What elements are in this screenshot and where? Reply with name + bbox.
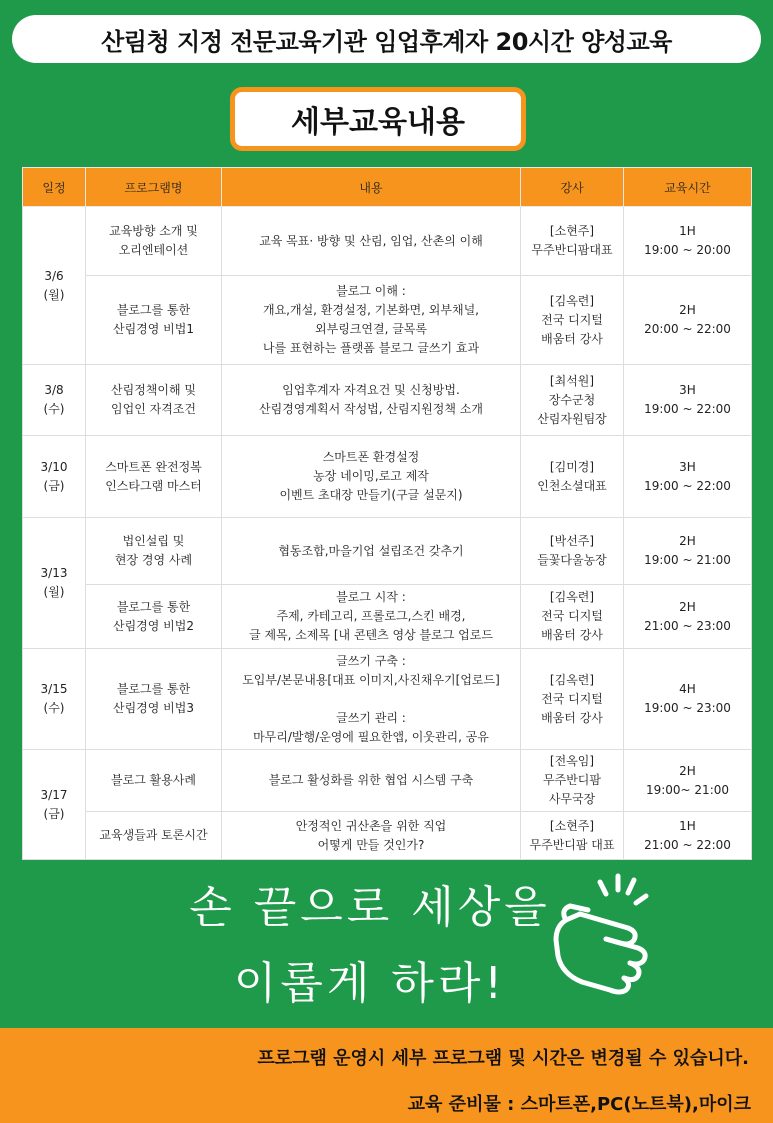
content-cell: 블로그 이해 : 개요,개설, 환경설정, 기본화면, 외부채널, 외부링크연결, 글목록 나를 표현하는 플랫폼 블로그 글쓰기 효과 [222, 276, 521, 365]
content-cell: 안정적인 귀산촌을 위한 직업 어떻게 만들 것인가? [222, 812, 521, 860]
program-cell: 블로그를 통한 산림경영 비법3 [86, 649, 222, 750]
instructor-cell: [박선주] 들꽃다울농장 [521, 518, 624, 585]
instructor-cell: [소현주] 무주반디팜대표 [521, 207, 624, 276]
table-row [23, 649, 752, 750]
section-subtitle: 세부교육내용 [230, 87, 526, 151]
instructor-cell: [전옥임] 무주반디팜 사무국장 [521, 750, 624, 812]
table-row [23, 365, 752, 436]
content-cell: 글쓰기 구축 : 도입부/본문내용[대표 이미지,사진채우기[업로드] 글쓰기 관리 : 마무리/발행/운영에 필요한앱, 이웃관리, 공유 [222, 649, 521, 750]
time-cell: 2H 19:00~ 21:00 [624, 750, 752, 812]
slogan-line-2: 이롭게 하라! [233, 958, 507, 1009]
table-row [23, 276, 752, 365]
time-cell: 2H 20:00 ~ 22:00 [624, 276, 752, 365]
instructor-cell: [김옥련] 전국 디지털 배움터 강사 [521, 649, 624, 750]
program-cell: 블로그를 통한 산림경영 비법1 [86, 276, 222, 365]
program-cell: 블로그를 통한 산림경영 비법2 [86, 585, 222, 649]
date-cell: 3/17 (금) [23, 750, 86, 860]
pointing-hand-icon [542, 870, 682, 1010]
program-cell: 산림정책이해 및 임업인 자격조건 [86, 365, 222, 436]
program-cell: 스마트폰 완전정복 인스타그램 마스터 [86, 436, 222, 518]
program-cell: 교육생들과 토론시간 [86, 812, 222, 860]
time-cell: 2H 19:00 ~ 21:00 [624, 518, 752, 585]
footer [0, 1028, 773, 1123]
table-row [23, 207, 752, 276]
time-cell: 3H 19:00 ~ 22:00 [624, 365, 752, 436]
date-cell: 3/10 (금) [23, 436, 86, 518]
table-header-row [23, 168, 752, 207]
slogan-line-1: 손 끝으로 세상을 [189, 882, 551, 933]
time-cell: 1H 19:00 ~ 20:00 [624, 207, 752, 276]
column-header-time: 교육시간 [624, 168, 752, 207]
date-cell: 3/6 (월) [23, 207, 86, 365]
time-cell: 2H 21:00 ~ 23:00 [624, 585, 752, 649]
time-cell: 3H 19:00 ~ 22:00 [624, 436, 752, 518]
content-cell: 임업후계자 자격요건 및 신청방법. 산림경영계획서 작성법, 산림지원정책 소개 [222, 365, 521, 436]
footer-notice: 프로그램 운영시 세부 프로그램 및 시간은 변경될 수 있습니다. [257, 1048, 749, 1069]
slogan [170, 870, 570, 1022]
date-cell: 3/13 (월) [23, 518, 86, 649]
column-header-program: 프로그램명 [86, 168, 222, 207]
time-cell: 4H 19:00 ~ 23:00 [624, 649, 752, 750]
column-header-content: 내용 [222, 168, 521, 207]
table-row [23, 750, 752, 812]
time-cell: 1H 21:00 ~ 22:00 [624, 812, 752, 860]
content-cell: 블로그 시작 : 주제, 카테고리, 프롤로그,스킨 배경, 글 제목, 소제목 [내 콘텐츠 영상 블로그 업로드 [222, 585, 521, 649]
date-cell: 3/15 (수) [23, 649, 86, 750]
table-row [23, 812, 752, 860]
instructor-cell: [김옥련] 전국 디지털 배움터 강사 [521, 585, 624, 649]
table-row [23, 585, 752, 649]
program-cell: 교육방향 소개 및 오리엔테이션 [86, 207, 222, 276]
content-cell: 교육 목표· 방향 및 산림, 임업, 산촌의 이해 [222, 207, 521, 276]
table-row [23, 436, 752, 518]
column-header-instructor: 강사 [521, 168, 624, 207]
content-cell: 협동조합,마을기업 설립조건 갖추기 [222, 518, 521, 585]
column-header-date: 일정 [23, 168, 86, 207]
table-row [23, 518, 752, 585]
date-cell: 3/8 (수) [23, 365, 86, 436]
instructor-cell: [김옥련] 전국 디지털 배움터 강사 [521, 276, 624, 365]
page-title: 산림청 지정 전문교육기관 임업후계자 20시간 양성교육 [12, 15, 761, 63]
instructor-cell: [김미경] 인천소셜대표 [521, 436, 624, 518]
instructor-cell: [소현주] 무주반디팜 대표 [521, 812, 624, 860]
program-cell: 블로그 활용사례 [86, 750, 222, 812]
program-cell: 법인설립 및 현장 경영 사례 [86, 518, 222, 585]
schedule-table [22, 167, 752, 860]
footer-supplies: 교육 준비물 : 스마트폰,PC(노트북),마이크 [407, 1094, 751, 1115]
instructor-cell: [최석원] 장수군청 산림자원팀장 [521, 365, 624, 436]
content-cell: 스마트폰 환경설정 농장 네이밍,로고 제작 이벤트 초대장 만들기(구글 설문지) [222, 436, 521, 518]
content-cell: 블로그 활성화를 위한 협업 시스템 구축 [222, 750, 521, 812]
